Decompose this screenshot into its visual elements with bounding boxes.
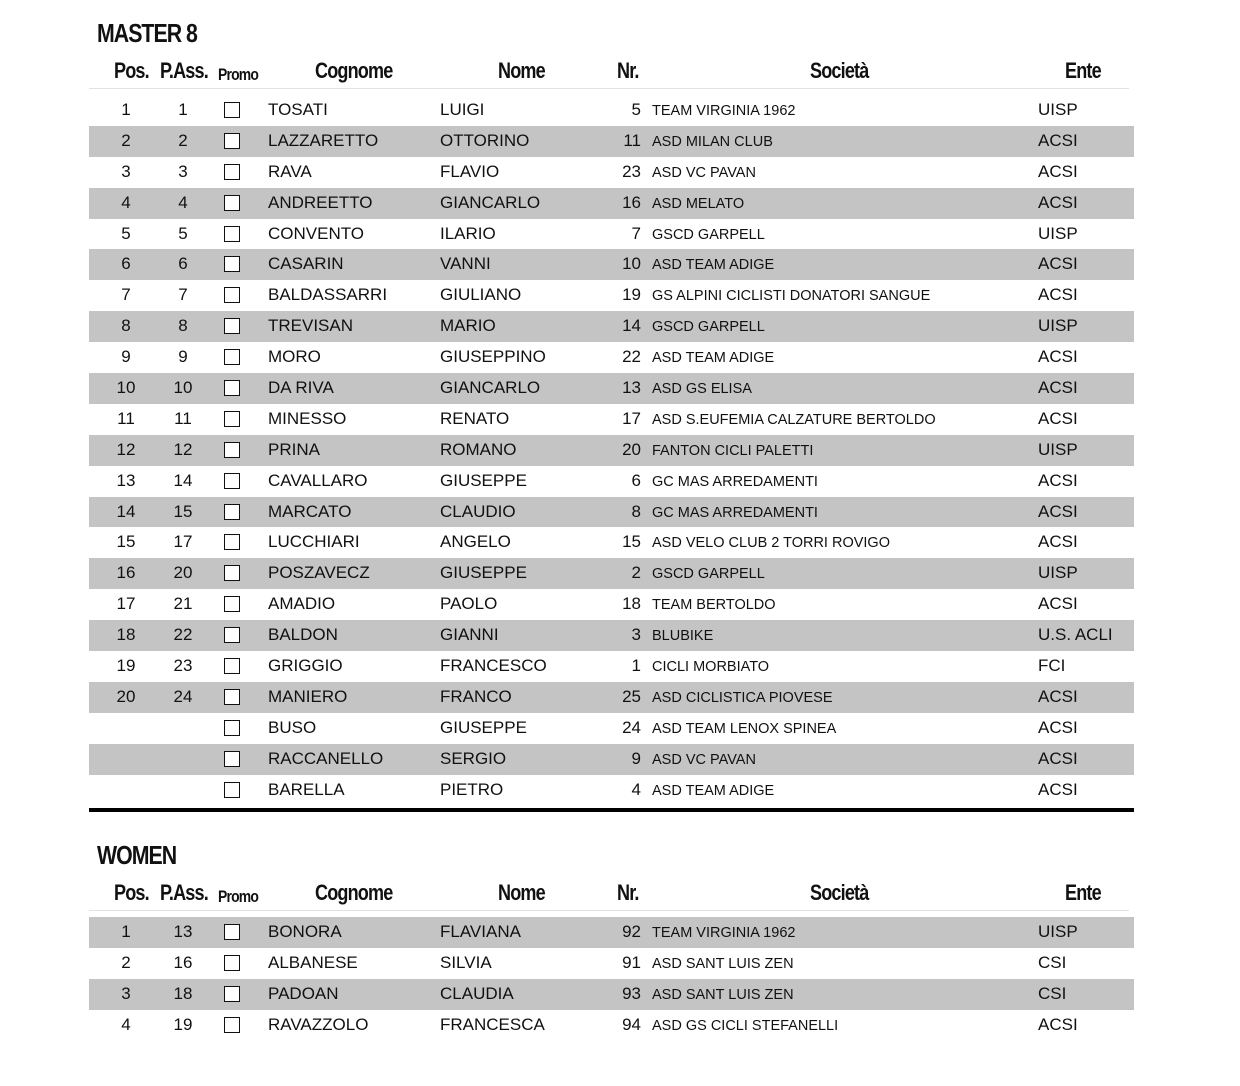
pos-value: 10 — [116, 378, 136, 398]
cell-societa: CICLI MORBIATO — [652, 659, 770, 676]
cell-nr: 13 — [622, 378, 641, 398]
cell-ente: UISP — [1038, 563, 1078, 583]
pass-value: 17 — [173, 532, 193, 552]
cell-societa: ASD TEAM ADIGE — [652, 782, 775, 799]
promo-checkbox[interactable] — [224, 782, 240, 798]
header-societa: Società — [810, 58, 869, 83]
header-nr: Nr. — [617, 880, 639, 905]
cell-societa: ASD GS CICLI STEFANELLI — [652, 1017, 839, 1034]
cell-ente: ACSI — [1038, 594, 1078, 614]
cell-societa: ASD S.EUFEMIA CALZATURE BERTOLDO — [652, 411, 936, 428]
pass-value: 1 — [178, 100, 188, 119]
promo-checkbox[interactable] — [224, 256, 240, 272]
pass-value: 18 — [173, 983, 193, 1003]
header-nome: Nome — [498, 880, 545, 905]
promo-checkbox[interactable] — [224, 287, 240, 303]
pos-value: 19 — [116, 656, 136, 676]
cell-cognome: BUSO — [268, 717, 317, 737]
cell-nome: VANNI — [440, 254, 491, 274]
table-row — [89, 404, 1134, 435]
cell-nome: ILARIO — [440, 223, 496, 243]
promo-checkbox[interactable] — [224, 226, 240, 242]
table-row — [89, 157, 1134, 188]
pass-value: 5 — [178, 223, 188, 243]
cell-cognome: LAZZARETTO — [268, 130, 379, 150]
cell-nr: 11 — [623, 130, 641, 150]
section-divider — [89, 808, 1134, 812]
cell-ente: CSI — [1038, 952, 1067, 972]
cell-ente: ACSI — [1038, 130, 1078, 150]
cell-ente: ACSI — [1038, 748, 1078, 768]
cell-nome: GIUSEPPE — [440, 563, 527, 583]
pos-value: 4 — [121, 1014, 131, 1034]
cell-ente: ACSI — [1038, 192, 1078, 212]
pos-value: 4 — [121, 192, 131, 212]
header-pass: P.Ass. — [160, 58, 208, 83]
cell-nr: 16 — [622, 192, 641, 212]
promo-checkbox[interactable] — [224, 924, 240, 940]
pass-value: 2 — [178, 130, 188, 150]
cell-nr: 8 — [631, 501, 641, 521]
cell-nome: CLAUDIO — [440, 501, 516, 521]
pass-value: 13 — [173, 922, 193, 941]
cell-societa: GC MAS ARREDAMENTI — [652, 473, 818, 490]
table-row — [89, 979, 1134, 1010]
header-promo: Promo — [218, 65, 259, 84]
cell-cognome: TOSATI — [268, 100, 328, 119]
table-row — [89, 620, 1134, 651]
table-header — [89, 56, 1129, 89]
table-row — [89, 744, 1134, 775]
results-table — [89, 917, 1134, 1041]
cell-nome: OTTORINO — [440, 130, 530, 150]
promo-checkbox[interactable] — [224, 133, 240, 149]
cell-nr: 22 — [622, 347, 641, 367]
header-societa: Società — [810, 880, 869, 905]
table-row — [89, 917, 1134, 948]
cell-nome: GIUSEPPINO — [440, 347, 546, 367]
pos-value: 2 — [121, 130, 131, 150]
pos-value: 2 — [121, 952, 131, 972]
pass-value: 6 — [178, 254, 188, 274]
table-row — [89, 948, 1134, 979]
cell-cognome: ANDREETTO — [268, 192, 373, 212]
table-row — [89, 589, 1134, 620]
cell-nr: 5 — [631, 100, 641, 119]
cell-nr: 17 — [622, 408, 641, 428]
pos-value: 15 — [116, 532, 136, 552]
cell-societa: ASD VC PAVAN — [652, 164, 756, 181]
cell-societa: ASD VC PAVAN — [652, 751, 756, 768]
cell-nr: 14 — [622, 316, 641, 336]
cell-nome: FLAVIO — [440, 161, 500, 181]
cell-cognome: RAVA — [268, 161, 312, 181]
cell-ente: ACSI — [1038, 717, 1078, 737]
pass-value: 16 — [173, 952, 193, 972]
header-pos: Pos. — [114, 880, 149, 905]
cell-ente: ACSI — [1038, 161, 1078, 181]
cell-nome: MARIO — [440, 316, 496, 336]
cell-societa: ASD MILAN CLUB — [652, 133, 773, 150]
cell-societa: GSCD GARPELL — [652, 319, 765, 336]
promo-checkbox[interactable] — [224, 504, 240, 520]
cell-nr: 10 — [622, 254, 641, 274]
cell-cognome: MANIERO — [268, 686, 348, 706]
promo-checkbox[interactable] — [224, 411, 240, 427]
cell-societa: GSCD GARPELL — [652, 566, 765, 583]
promo-checkbox[interactable] — [224, 955, 240, 971]
pos-value: 1 — [121, 922, 131, 941]
cell-cognome: AMADIO — [268, 594, 336, 614]
table-row — [89, 188, 1134, 219]
cell-cognome: MARCATO — [268, 501, 352, 521]
pass-value: 19 — [173, 1014, 193, 1034]
table-row — [89, 775, 1134, 806]
pass-value: 7 — [178, 285, 188, 305]
cell-nome: GIANCARLO — [440, 378, 541, 398]
cell-cognome: BALDON — [268, 625, 338, 645]
pos-value: 3 — [121, 161, 131, 181]
header-pos: Pos. — [114, 58, 149, 83]
cell-ente: ACSI — [1038, 408, 1078, 428]
cell-ente: UISP — [1038, 922, 1078, 941]
cell-nome: FRANCESCO — [440, 656, 547, 676]
cell-nome: SERGIO — [440, 748, 507, 768]
table-row — [89, 466, 1134, 497]
cell-ente: U.S. ACLI — [1038, 625, 1113, 645]
section-title: WOMEN — [97, 840, 177, 870]
cell-cognome: LUCCHIARI — [268, 532, 360, 552]
header-promo: Promo — [218, 887, 259, 906]
promo-checkbox[interactable] — [224, 318, 240, 334]
cell-nr: 94 — [622, 1014, 641, 1034]
promo-checkbox[interactable] — [224, 565, 240, 581]
cell-nome: ROMANO — [440, 439, 517, 459]
pos-value: 13 — [116, 470, 136, 490]
cell-nr: 3 — [631, 625, 641, 645]
promo-checkbox[interactable] — [224, 596, 240, 612]
cell-nr: 15 — [622, 532, 641, 552]
table-row — [89, 311, 1134, 342]
cell-cognome: RACCANELLO — [268, 748, 384, 768]
cell-cognome: BONORA — [268, 922, 342, 941]
pass-value: 4 — [178, 192, 188, 212]
cell-ente: ACSI — [1038, 470, 1078, 490]
pos-value: 6 — [121, 254, 131, 274]
cell-nr: 25 — [622, 686, 641, 706]
promo-checkbox[interactable] — [224, 473, 240, 489]
pos-value: 12 — [116, 439, 136, 459]
cell-societa: ASD TEAM LENOX SPINEA — [652, 720, 837, 737]
table-row — [89, 126, 1134, 157]
cell-ente: ACSI — [1038, 501, 1078, 521]
cell-cognome: TREVISAN — [268, 316, 354, 336]
header-cognome: Cognome — [315, 880, 393, 905]
table-row — [89, 249, 1134, 280]
cell-ente: ACSI — [1038, 686, 1078, 706]
cell-nome: GIUSEPPE — [440, 470, 527, 490]
cell-societa: FANTON CICLI PALETTI — [652, 442, 814, 459]
cell-nr: 4 — [631, 779, 641, 799]
cell-cognome: RAVAZZOLO — [268, 1014, 369, 1034]
cell-cognome: CASARIN — [268, 254, 344, 274]
cell-cognome: PRINA — [268, 439, 320, 459]
cell-nr: 24 — [622, 717, 641, 737]
pos-value: 18 — [116, 625, 136, 645]
cell-ente: ACSI — [1038, 347, 1078, 367]
results-table — [89, 95, 1134, 805]
cell-societa: TEAM BERTOLDO — [652, 597, 776, 614]
pass-value: 21 — [173, 594, 193, 614]
table-row — [89, 95, 1134, 126]
header-pass: P.Ass. — [160, 880, 208, 905]
promo-checkbox[interactable] — [224, 689, 240, 705]
pass-value: 23 — [173, 656, 193, 676]
cell-cognome: BARELLA — [268, 779, 345, 799]
table-row — [89, 280, 1134, 311]
table-row — [89, 527, 1134, 558]
cell-societa: GC MAS ARREDAMENTI — [652, 504, 818, 521]
promo-checkbox[interactable] — [224, 1017, 240, 1033]
cell-nr: 92 — [622, 922, 641, 941]
pass-value: 9 — [178, 347, 188, 367]
cell-nome: PAOLO — [440, 594, 498, 614]
cell-ente: ACSI — [1038, 1014, 1078, 1034]
header-ente: Ente — [1065, 880, 1101, 905]
promo-checkbox[interactable] — [224, 349, 240, 365]
cell-nr: 7 — [631, 223, 641, 243]
header-nome: Nome — [498, 58, 545, 83]
table-row — [89, 435, 1134, 466]
table-row — [89, 497, 1134, 528]
cell-ente: UISP — [1038, 223, 1078, 243]
cell-ente: ACSI — [1038, 779, 1078, 799]
cell-cognome: CAVALLARO — [268, 470, 368, 490]
pos-value: 11 — [117, 408, 135, 428]
cell-societa: ASD SANT LUIS ZEN — [652, 986, 794, 1003]
pos-value: 3 — [121, 983, 131, 1003]
cell-nr: 93 — [622, 983, 641, 1003]
section-title: MASTER 8 — [97, 18, 197, 48]
table-row — [89, 651, 1134, 682]
cell-ente: FCI — [1038, 656, 1066, 676]
cell-nome: CLAUDIA — [440, 983, 514, 1003]
cell-nome: GIANNI — [440, 625, 499, 645]
cell-ente: ACSI — [1038, 285, 1078, 305]
cell-cognome: PADOAN — [268, 983, 339, 1003]
promo-checkbox[interactable] — [224, 102, 240, 118]
pos-value: 17 — [116, 594, 136, 614]
cell-societa: ASD TEAM ADIGE — [652, 350, 775, 367]
cell-societa: ASD VELO CLUB 2 TORRI ROVIGO — [652, 535, 890, 552]
pos-value: 16 — [116, 563, 136, 583]
cell-nr: 6 — [631, 470, 641, 490]
pass-value: 22 — [173, 625, 193, 645]
cell-nr: 23 — [622, 161, 641, 181]
table-row — [89, 1010, 1134, 1041]
cell-ente: UISP — [1038, 316, 1078, 336]
cell-nome: ANGELO — [440, 532, 511, 552]
cell-cognome: POSZAVECZ — [268, 563, 370, 583]
cell-nome: LUIGI — [440, 100, 485, 119]
cell-nome: PIETRO — [440, 779, 504, 799]
pass-value: 8 — [178, 316, 188, 336]
header-nr: Nr. — [617, 58, 639, 83]
pass-value: 11 — [174, 408, 192, 428]
header-ente: Ente — [1065, 58, 1101, 83]
cell-cognome: BALDASSARRI — [268, 285, 388, 305]
promo-checkbox[interactable] — [224, 195, 240, 211]
cell-ente: UISP — [1038, 439, 1078, 459]
cell-societa: BLUBIKE — [652, 628, 714, 645]
pos-value: 5 — [121, 223, 131, 243]
cell-cognome: GRIGGIO — [268, 656, 343, 676]
pos-value: 9 — [121, 347, 131, 367]
table-row — [89, 219, 1134, 250]
cell-societa: GSCD GARPELL — [652, 226, 765, 243]
cell-nr: 2 — [631, 563, 641, 583]
cell-nome: GIUSEPPE — [440, 717, 527, 737]
promo-checkbox[interactable] — [224, 442, 240, 458]
promo-checkbox[interactable] — [224, 658, 240, 674]
pass-value: 12 — [173, 439, 193, 459]
header-cognome: Cognome — [315, 58, 393, 83]
cell-nr: 18 — [622, 594, 641, 614]
cell-nr: 1 — [631, 656, 641, 676]
table-row — [89, 713, 1134, 744]
cell-cognome: MINESSO — [268, 408, 347, 428]
cell-nome: FRANCESCA — [440, 1014, 545, 1034]
pass-value: 3 — [178, 161, 188, 181]
cell-cognome: DA RIVA — [268, 378, 334, 398]
promo-checkbox[interactable] — [224, 720, 240, 736]
pos-value: 14 — [116, 501, 136, 521]
pass-value: 15 — [173, 501, 193, 521]
cell-societa: ASD SANT LUIS ZEN — [652, 955, 794, 972]
cell-nome: GIANCARLO — [440, 192, 541, 212]
promo-checkbox[interactable] — [224, 751, 240, 767]
cell-ente: UISP — [1038, 100, 1078, 119]
cell-societa: TEAM VIRGINIA 1962 — [652, 925, 796, 941]
pos-value: 1 — [121, 100, 131, 119]
cell-nome: GIULIANO — [440, 285, 522, 305]
pos-value: 7 — [121, 285, 131, 305]
cell-societa: ASD MELATO — [652, 195, 745, 212]
cell-nr: 19 — [622, 285, 641, 305]
cell-nome: RENATO — [440, 408, 510, 428]
cell-nome: FLAVIANA — [440, 922, 521, 941]
cell-societa: ASD TEAM ADIGE — [652, 257, 775, 274]
promo-checkbox[interactable] — [224, 380, 240, 396]
cell-nr: 20 — [622, 439, 641, 459]
cell-ente: ACSI — [1038, 532, 1078, 552]
cell-nome: FRANCO — [440, 686, 512, 706]
cell-nr: 91 — [622, 952, 641, 972]
table-row — [89, 342, 1134, 373]
pass-value: 14 — [173, 470, 193, 490]
cell-nome: SILVIA — [440, 952, 492, 972]
cell-ente: CSI — [1038, 983, 1067, 1003]
cell-cognome: MORO — [268, 347, 321, 367]
promo-checkbox[interactable] — [224, 627, 240, 643]
table-row — [89, 558, 1134, 589]
cell-societa: TEAM VIRGINIA 1962 — [652, 103, 796, 119]
cell-societa: ASD CICLISTICA PIOVESE — [652, 689, 833, 706]
cell-ente: ACSI — [1038, 378, 1078, 398]
promo-checkbox[interactable] — [224, 164, 240, 180]
table-row — [89, 682, 1134, 713]
pass-value: 24 — [173, 686, 193, 706]
promo-checkbox[interactable] — [224, 986, 240, 1002]
table-row — [89, 373, 1134, 404]
cell-nr: 9 — [631, 748, 641, 768]
cell-cognome: ALBANESE — [268, 952, 358, 972]
cell-societa: ASD GS ELISA — [652, 381, 752, 398]
cell-cognome: CONVENTO — [268, 223, 365, 243]
table-header — [89, 878, 1129, 911]
cell-societa: GS ALPINI CICLISTI DONATORI SANGUE — [652, 288, 931, 305]
pass-value: 10 — [173, 378, 193, 398]
pos-value: 20 — [116, 686, 136, 706]
cell-ente: ACSI — [1038, 254, 1078, 274]
promo-checkbox[interactable] — [224, 534, 240, 550]
pos-value: 8 — [121, 316, 131, 336]
pass-value: 20 — [173, 563, 193, 583]
